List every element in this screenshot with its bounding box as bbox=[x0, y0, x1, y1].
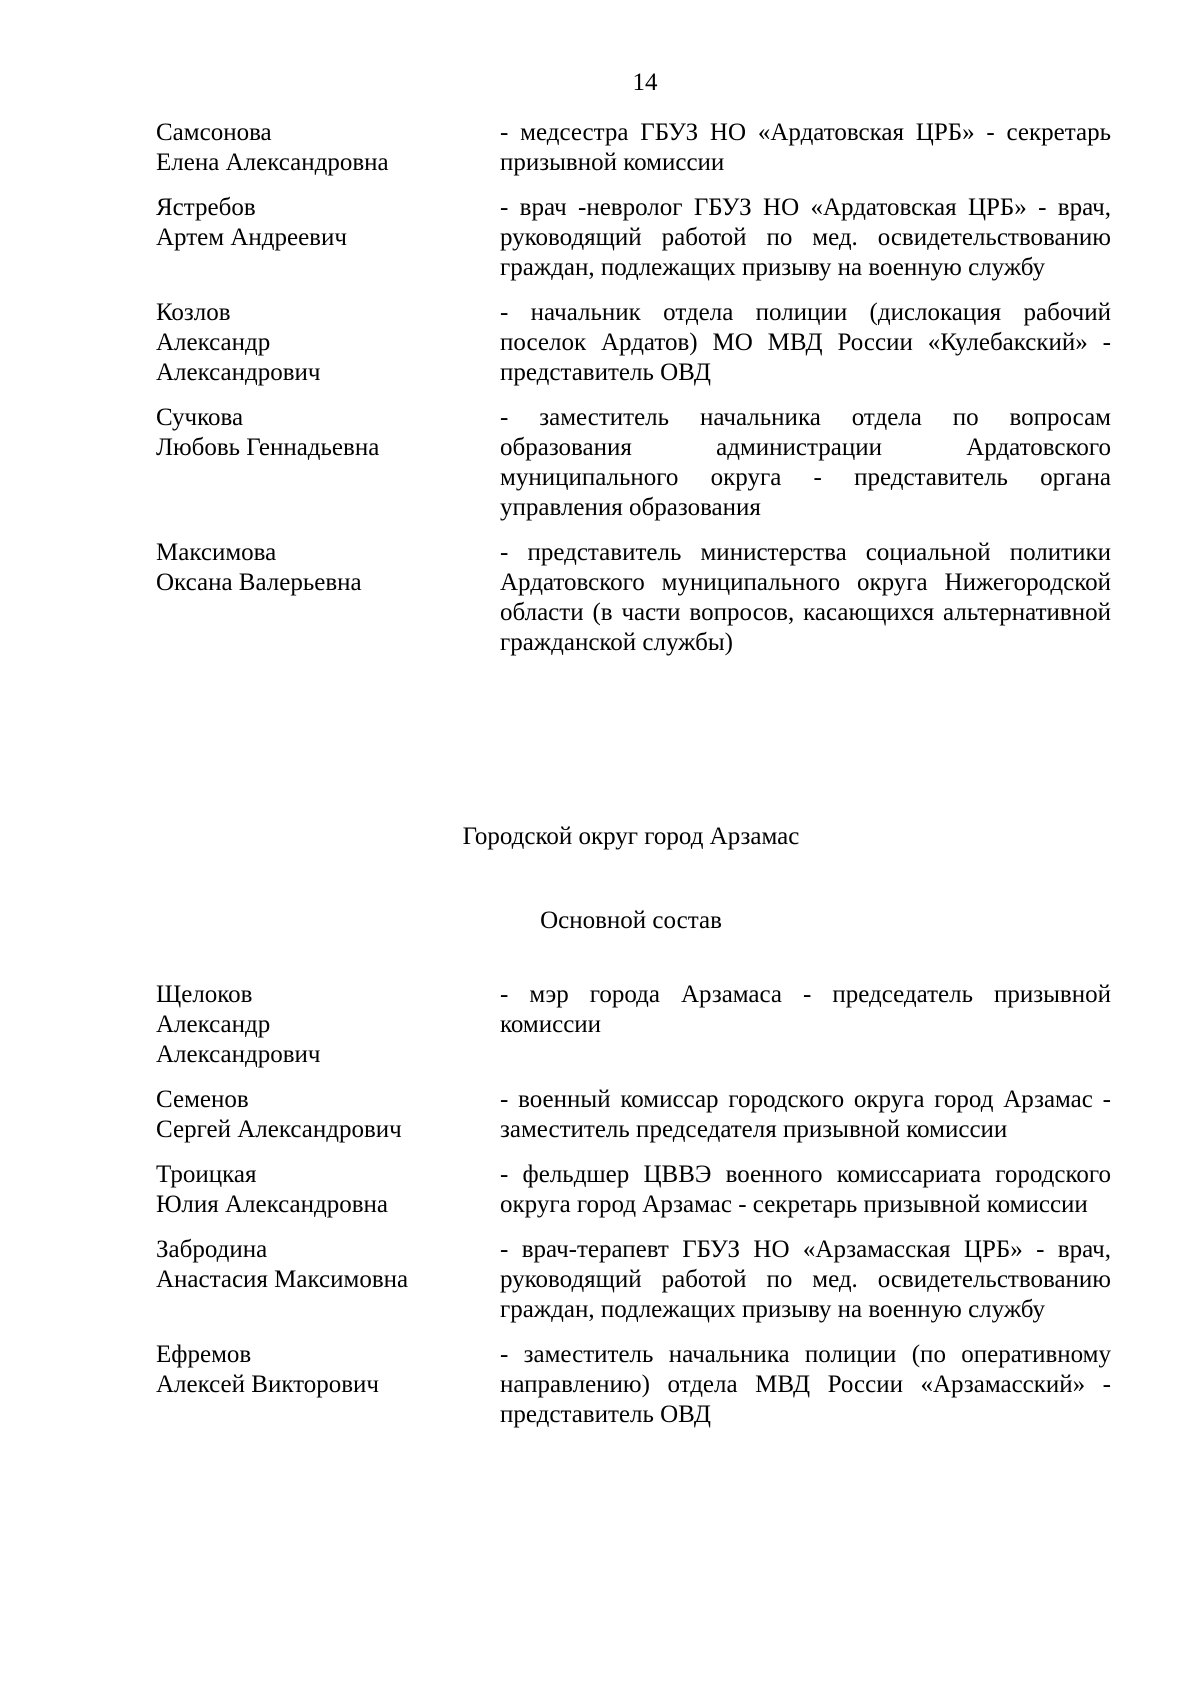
member-given-names: Юлия Александровна bbox=[156, 1191, 388, 1218]
member-name bbox=[156, 1160, 500, 1220]
member-role: - представитель министерства социальной политики Ардатовского муниципального округа Нижегородской области (в части вопросов, касающихся альтернативной гражданской службы) bbox=[500, 539, 1111, 656]
member-given-names: Анастасия Максимовна bbox=[156, 1266, 409, 1293]
member-role: - мэр города Арзамаса - председатель призывной комиссии bbox=[500, 981, 1111, 1038]
member-surname: Сучкова bbox=[156, 404, 244, 431]
member-entry bbox=[156, 193, 1111, 283]
member-name bbox=[156, 298, 500, 388]
member-name bbox=[156, 980, 500, 1070]
member-name bbox=[156, 193, 500, 283]
member-entry bbox=[156, 298, 1111, 388]
member-given-names: Сергей Александрович bbox=[156, 1116, 402, 1143]
member-entry bbox=[156, 1340, 1111, 1430]
member-surname: Забродина bbox=[156, 1236, 268, 1263]
member-given-name: Александр bbox=[156, 1011, 271, 1038]
members-list-arzamas bbox=[156, 980, 1111, 1445]
member-role: - заместитель начальника отдела по вопросам образования администрации Ардатовского муниципального округа - представитель органа управления образования bbox=[500, 404, 1111, 521]
member-role: - врач-терапевт ГБУЗ НО «Арзамасская ЦРБ» - врач, руководящий работой по мед. освидетельствованию граждан, подлежащих призыву на военную службу bbox=[500, 1236, 1111, 1323]
member-given-names: Артем Андреевич bbox=[156, 224, 347, 251]
member-entry bbox=[156, 538, 1111, 658]
member-entry bbox=[156, 403, 1111, 523]
member-surname: Самсонова bbox=[156, 119, 272, 146]
member-given-names: Любовь Геннадьевна bbox=[156, 434, 380, 461]
member-given-name: Александр bbox=[156, 329, 271, 356]
member-entry bbox=[156, 118, 1111, 178]
members-list-ardatov bbox=[156, 118, 1111, 673]
member-name bbox=[156, 403, 500, 523]
member-patronymic: Александрович bbox=[156, 359, 321, 386]
member-given-names: Оксана Валерьевна bbox=[156, 569, 362, 596]
member-name bbox=[156, 1085, 500, 1145]
member-name bbox=[156, 1235, 500, 1325]
member-given-names: Алексей Викторович bbox=[156, 1371, 379, 1398]
member-entry bbox=[156, 1160, 1111, 1220]
district-heading: Городской округ город Арзамас bbox=[462, 823, 800, 850]
member-surname: Максимова bbox=[156, 539, 277, 566]
member-entry bbox=[156, 1085, 1111, 1145]
member-surname: Семенов bbox=[156, 1086, 249, 1113]
member-entry bbox=[156, 980, 1111, 1070]
member-surname: Козлов bbox=[156, 299, 231, 326]
member-role: - медсестра ГБУЗ НО «Ардатовская ЦРБ» - секретарь призывной комиссии bbox=[500, 119, 1111, 176]
member-surname: Ястребов bbox=[156, 194, 256, 221]
member-name bbox=[156, 118, 500, 178]
member-role: - врач -невролог ГБУЗ НО «Ардатовская ЦРБ» - врач, руководящий работой по мед. освидетельствованию граждан, подлежащих призыву на военную службу bbox=[500, 194, 1111, 281]
member-entry bbox=[156, 1235, 1111, 1325]
page-number: 14 bbox=[632, 69, 658, 96]
member-patronymic: Александрович bbox=[156, 1041, 321, 1068]
member-surname: Ефремов bbox=[156, 1341, 252, 1368]
member-surname: Щелоков bbox=[156, 981, 253, 1008]
member-given-names: Елена Александровна bbox=[156, 149, 389, 176]
member-name bbox=[156, 1340, 500, 1430]
member-surname: Троицкая bbox=[156, 1161, 257, 1188]
member-role: - военный комиссар городского округа город Арзамас - заместитель председателя призывной комиссии bbox=[500, 1086, 1111, 1143]
member-role: - начальник отдела полиции (дислокация рабочий поселок Ардатов) МО МВД России «Кулебакский» - представитель ОВД bbox=[500, 299, 1111, 386]
member-role: - заместитель начальника полиции (по оперативному направлению) отдела МВД России «Арзамасский» - представитель ОВД bbox=[500, 1341, 1111, 1428]
member-role: - фельдшер ЦВВЭ военного комиссариата городского округа город Арзамас - секретарь призывной комиссии bbox=[500, 1161, 1111, 1218]
composition-heading: Основной состав bbox=[540, 907, 722, 934]
member-name bbox=[156, 538, 500, 658]
